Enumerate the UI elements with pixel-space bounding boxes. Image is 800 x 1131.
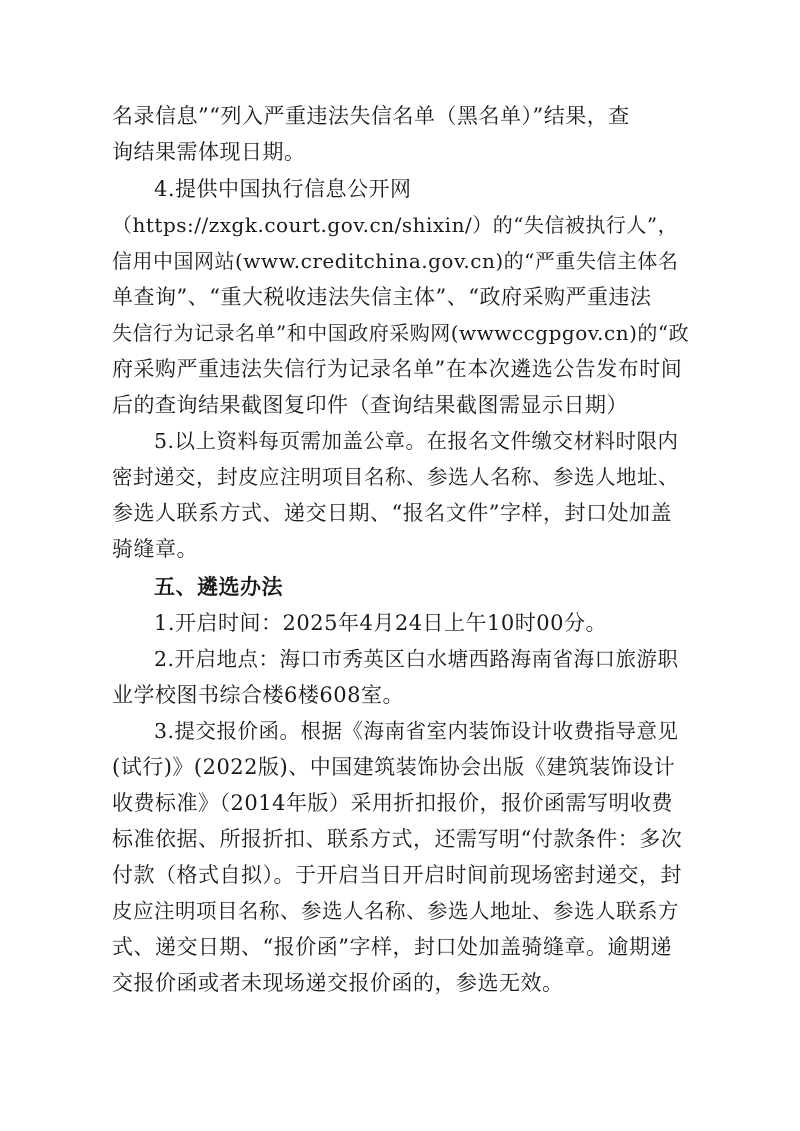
text-line: 皮应注明项目名称、参选人名称、参选人地址、参选人联系方 (112, 899, 679, 923)
text-line: 询结果需体现日期。 (112, 140, 306, 164)
text-line: 单查询”、“重大税收违法失信主体”、“政府采购严重违法 (112, 285, 652, 309)
text-line: （https://zxgk.court.gov.cn/shixin/）的“失信被执行人”， (112, 213, 679, 237)
text-line: 名录信息”“列入严重违法失信名单（黑名单）”结果，查 (112, 104, 630, 128)
text-line: 交报价函或者未现场递交报价函的，参选无效。 (112, 971, 564, 995)
text-line: 信用中国网站(www.creditchina.gov.cn)的“严重失信主体名 (112, 249, 679, 273)
text-line: 骑缝章。 (112, 537, 198, 561)
text-line: 2.开启地点：海口市秀英区白水塘西路海南省海口旅游职 (154, 647, 679, 671)
text-line: 后的查询结果截图复印件（查询结果截图需显示日期） (112, 393, 628, 417)
text-line: 4.提供中国执行信息公开网 (154, 177, 412, 201)
text-line: 5.以上资料每页需加盖公章。在报名文件缴交材料时限内 (154, 429, 679, 453)
text-line: 3.提交报价函。根据《海南省室内装饰设计收费指导意见 (154, 719, 679, 743)
text-line: 业学校图书综合楼6楼608室。 (112, 683, 404, 707)
text-line: 参选人联系方式、递交日期、“报名文件”字样，封口处加盖 (112, 501, 672, 525)
text-line: 收费标准》（2014年版）采用折扣报价，报价函需写明收费 (112, 791, 673, 815)
text-line: 1.开启时间：2025年4月24日上午10时00分。 (154, 611, 608, 635)
text-line: (试行)》(2022版)、中国建筑装饰协会出版《建筑装饰设计 (112, 755, 676, 779)
text-line: 标准依据、所报折扣、联系方式，还需写明“付款条件：多次 (112, 827, 683, 851)
section-heading: 五、遴选办法 (154, 575, 283, 599)
text-line: 府采购严重违法失信行为记录名单”在本次遴选公告发布时间 (112, 357, 683, 381)
text-line: 付款（格式自拟）。于开启当日开启时间前现场密封递交，封 (112, 863, 682, 887)
text-line: 式、递交日期、“报价函”字样，封口处加盖骑缝章。逾期递 (112, 935, 672, 959)
text-line: 失信行为记录名单”和中国政府采购网(wwwccgpgov.cn)的“政 (112, 321, 690, 345)
text-line: 密封递交，封皮应注明项目名称、参选人名称、参选人地址、 (112, 465, 679, 489)
